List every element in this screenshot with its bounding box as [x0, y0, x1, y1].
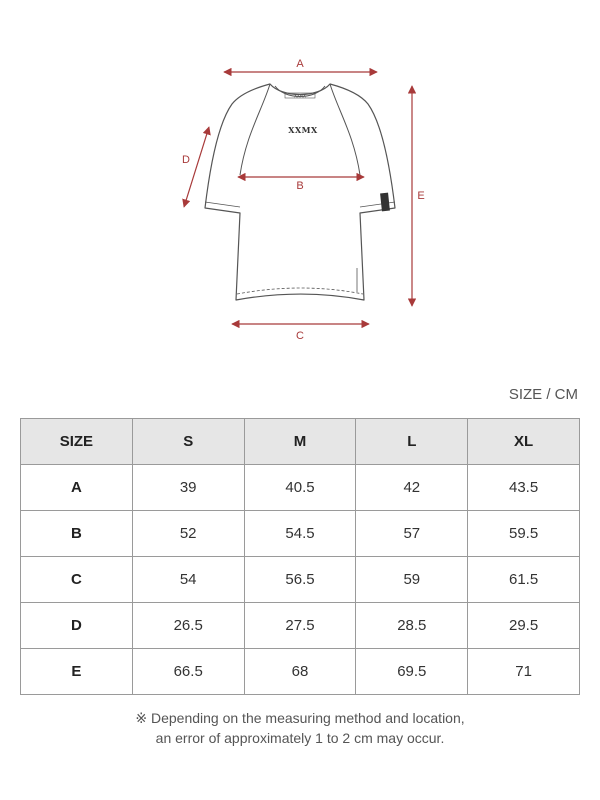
table-cell: 42 [356, 465, 468, 511]
note-line-1: ※ Depending on the measuring method and location, [135, 710, 465, 726]
tshirt-outline [205, 84, 395, 300]
table-cell: 40.5 [244, 465, 356, 511]
sleeve-tag [380, 193, 390, 212]
neck-tag-text: XXMX [294, 93, 306, 99]
measurement-note [0, 708, 600, 748]
table-cell: 56.5 [244, 557, 356, 603]
dimension-b-label: B [296, 180, 304, 192]
table-cell: 27.5 [244, 603, 356, 649]
row-header: A [21, 465, 133, 511]
dimension-d-label: D [182, 154, 190, 166]
dimension-d-arrow [184, 127, 209, 207]
table-cell: 71 [468, 649, 580, 695]
row-header: E [21, 649, 133, 695]
table-cell: 61.5 [468, 557, 580, 603]
table-cell: 59 [356, 557, 468, 603]
table-cell: 29.5 [468, 603, 580, 649]
note-line-2: an error of approximately 1 to 2 cm may occur. [155, 730, 445, 746]
table-cell: 26.5 [132, 603, 244, 649]
chest-logo: XXMX [288, 125, 318, 135]
row-header: D [21, 603, 133, 649]
dimension-e-label: E [417, 190, 425, 202]
table-cell: 54 [132, 557, 244, 603]
table-cell: 57 [356, 511, 468, 557]
table-header-row [21, 419, 580, 465]
table-row [21, 557, 580, 603]
table-cell: 39 [132, 465, 244, 511]
dimension-a-label: A [296, 58, 304, 70]
table-cell: 68 [244, 649, 356, 695]
tshirt-measurement-diagram [0, 0, 600, 360]
dimension-c-label: C [296, 330, 304, 342]
column-header: XL [468, 419, 580, 465]
table-cell: 28.5 [356, 603, 468, 649]
table-cell: 66.5 [132, 649, 244, 695]
table-row [21, 603, 580, 649]
table-cell: 43.5 [468, 465, 580, 511]
table-cell: 69.5 [356, 649, 468, 695]
table-cell: 52 [132, 511, 244, 557]
column-header: M [244, 419, 356, 465]
table-cell: 59.5 [468, 511, 580, 557]
size-table [20, 418, 580, 695]
column-header: S [132, 419, 244, 465]
table-row [21, 649, 580, 695]
column-header: SIZE [21, 419, 133, 465]
table-row [21, 511, 580, 557]
row-header: C [21, 557, 133, 603]
table-row [21, 465, 580, 511]
table-cell: 54.5 [244, 511, 356, 557]
column-header: L [356, 419, 468, 465]
row-header: B [21, 511, 133, 557]
unit-label: SIZE / CM [508, 386, 578, 403]
